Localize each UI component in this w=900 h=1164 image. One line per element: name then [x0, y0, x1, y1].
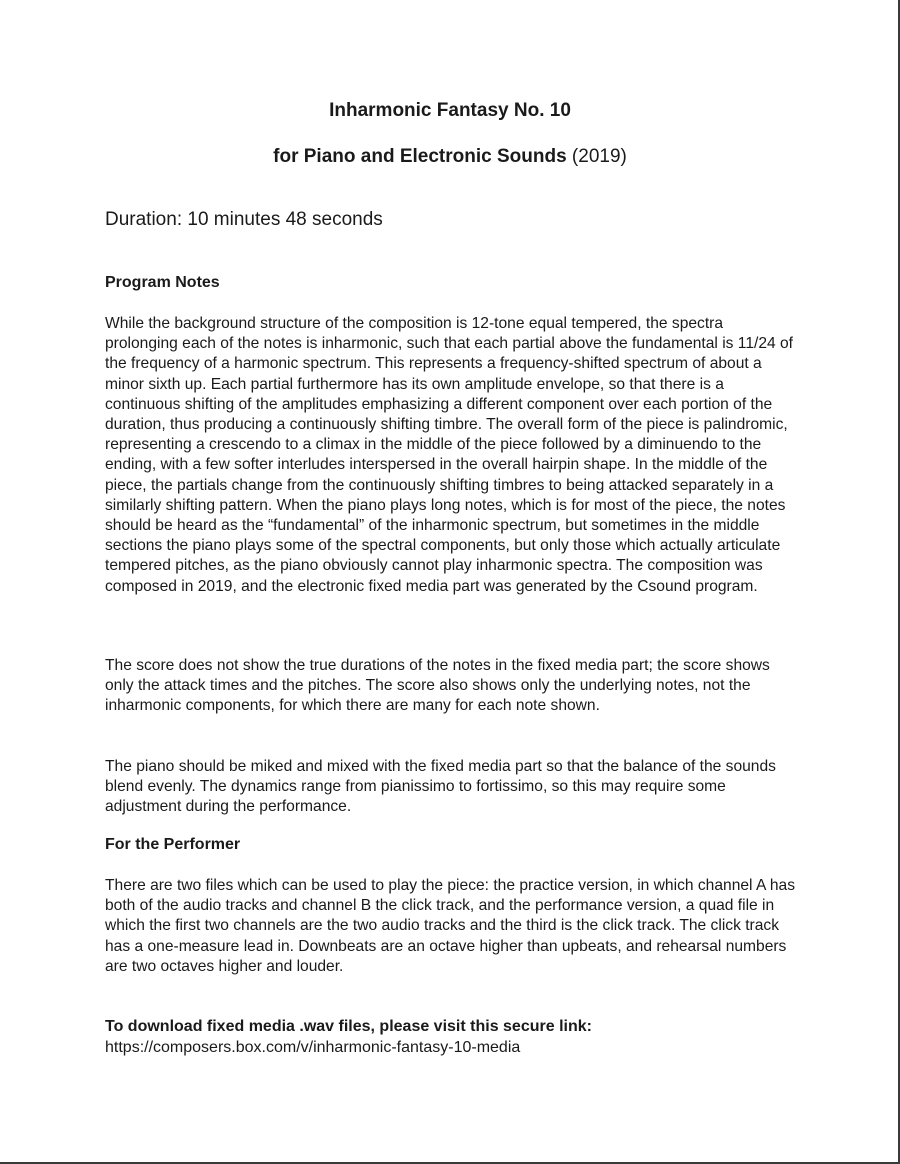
performer-paragraph: There are two files which can be used to play the piece: the practice version, in which channel A has both of the audio tracks and channel B the click track, and the performance version, a quad file in which the first two channels are the two audio tracks and the third is the click track. The click track has a one-measure lead in. Downbeats are an octave higher than upbeats, and rehearsal numbers are two octaves higher and louder. — [105, 877, 795, 975]
program-notes-paragraph-3: The piano should be miked and mixed with the fixed media part so that the balance of the sounds blend evenly. The dynamics range from pianissimo to fortissimo, so this may require some adjustment during the performance. — [105, 758, 776, 816]
document-title: Inharmonic Fantasy No. 10 — [329, 100, 571, 121]
subtitle-instrumentation: for Piano and Electronic Sounds — [273, 146, 567, 167]
duration-text: Duration: 10 minutes 48 seconds — [105, 209, 383, 230]
program-notes-paragraph-1: While the background structure of the composition is 12-tone equal tempered, the spectra prolonging each of the notes is inharmonic, such that each partial above the fundamental is 11/24 of the frequency of a harmonic spectrum. This represents a frequency-shifted spectrum of about a minor sixth up. Each partial furthermore has its own amplitude envelope, so that there is a continuous shifting of the amplitudes emphasizing a different component over each portion of the duration, thus producing a continuously shifting timbre. The overall form of the piece is palindromic, representing a crescendo to a climax in the middle of the piece followed by a diminuendo to the ending, with a few softer interludes interspersed in the overall hairpin shape. In the middle of the piece, the partials change from the continuously shifting timbres to being attacked separately in a similarly shifting pattern. When the piano plays long notes, which is for most of the piece, the notes should be heard as the “fundamental” of the inharmonic spectrum, but sometimes in the middle sections the piano plays some of the spectral components, but only those which actually articulate tempered pitches, as the piano obviously cannot play inharmonic spectra. The composition was composed in 2019, and the electronic fixed media part was generated by the Csound program. — [105, 315, 794, 595]
download-link[interactable]: https://composers.box.com/v/inharmonic-fantasy-10-media — [105, 1039, 521, 1056]
document-subtitle — [0, 145, 900, 169]
performer-heading: For the Performer — [105, 836, 241, 853]
subtitle-year: (2019) — [571, 146, 627, 167]
program-notes-heading: Program Notes — [105, 274, 220, 291]
program-notes-paragraph-2: The score does not show the true durations of the notes in the fixed media part; the score shows only the attack times and the pitches. The score also shows only the underlying notes, not the inharmonic components, for which there are many for each note shown. — [105, 657, 770, 715]
download-label: To download fixed media .wav files, please visit this secure link: — [105, 1018, 592, 1035]
